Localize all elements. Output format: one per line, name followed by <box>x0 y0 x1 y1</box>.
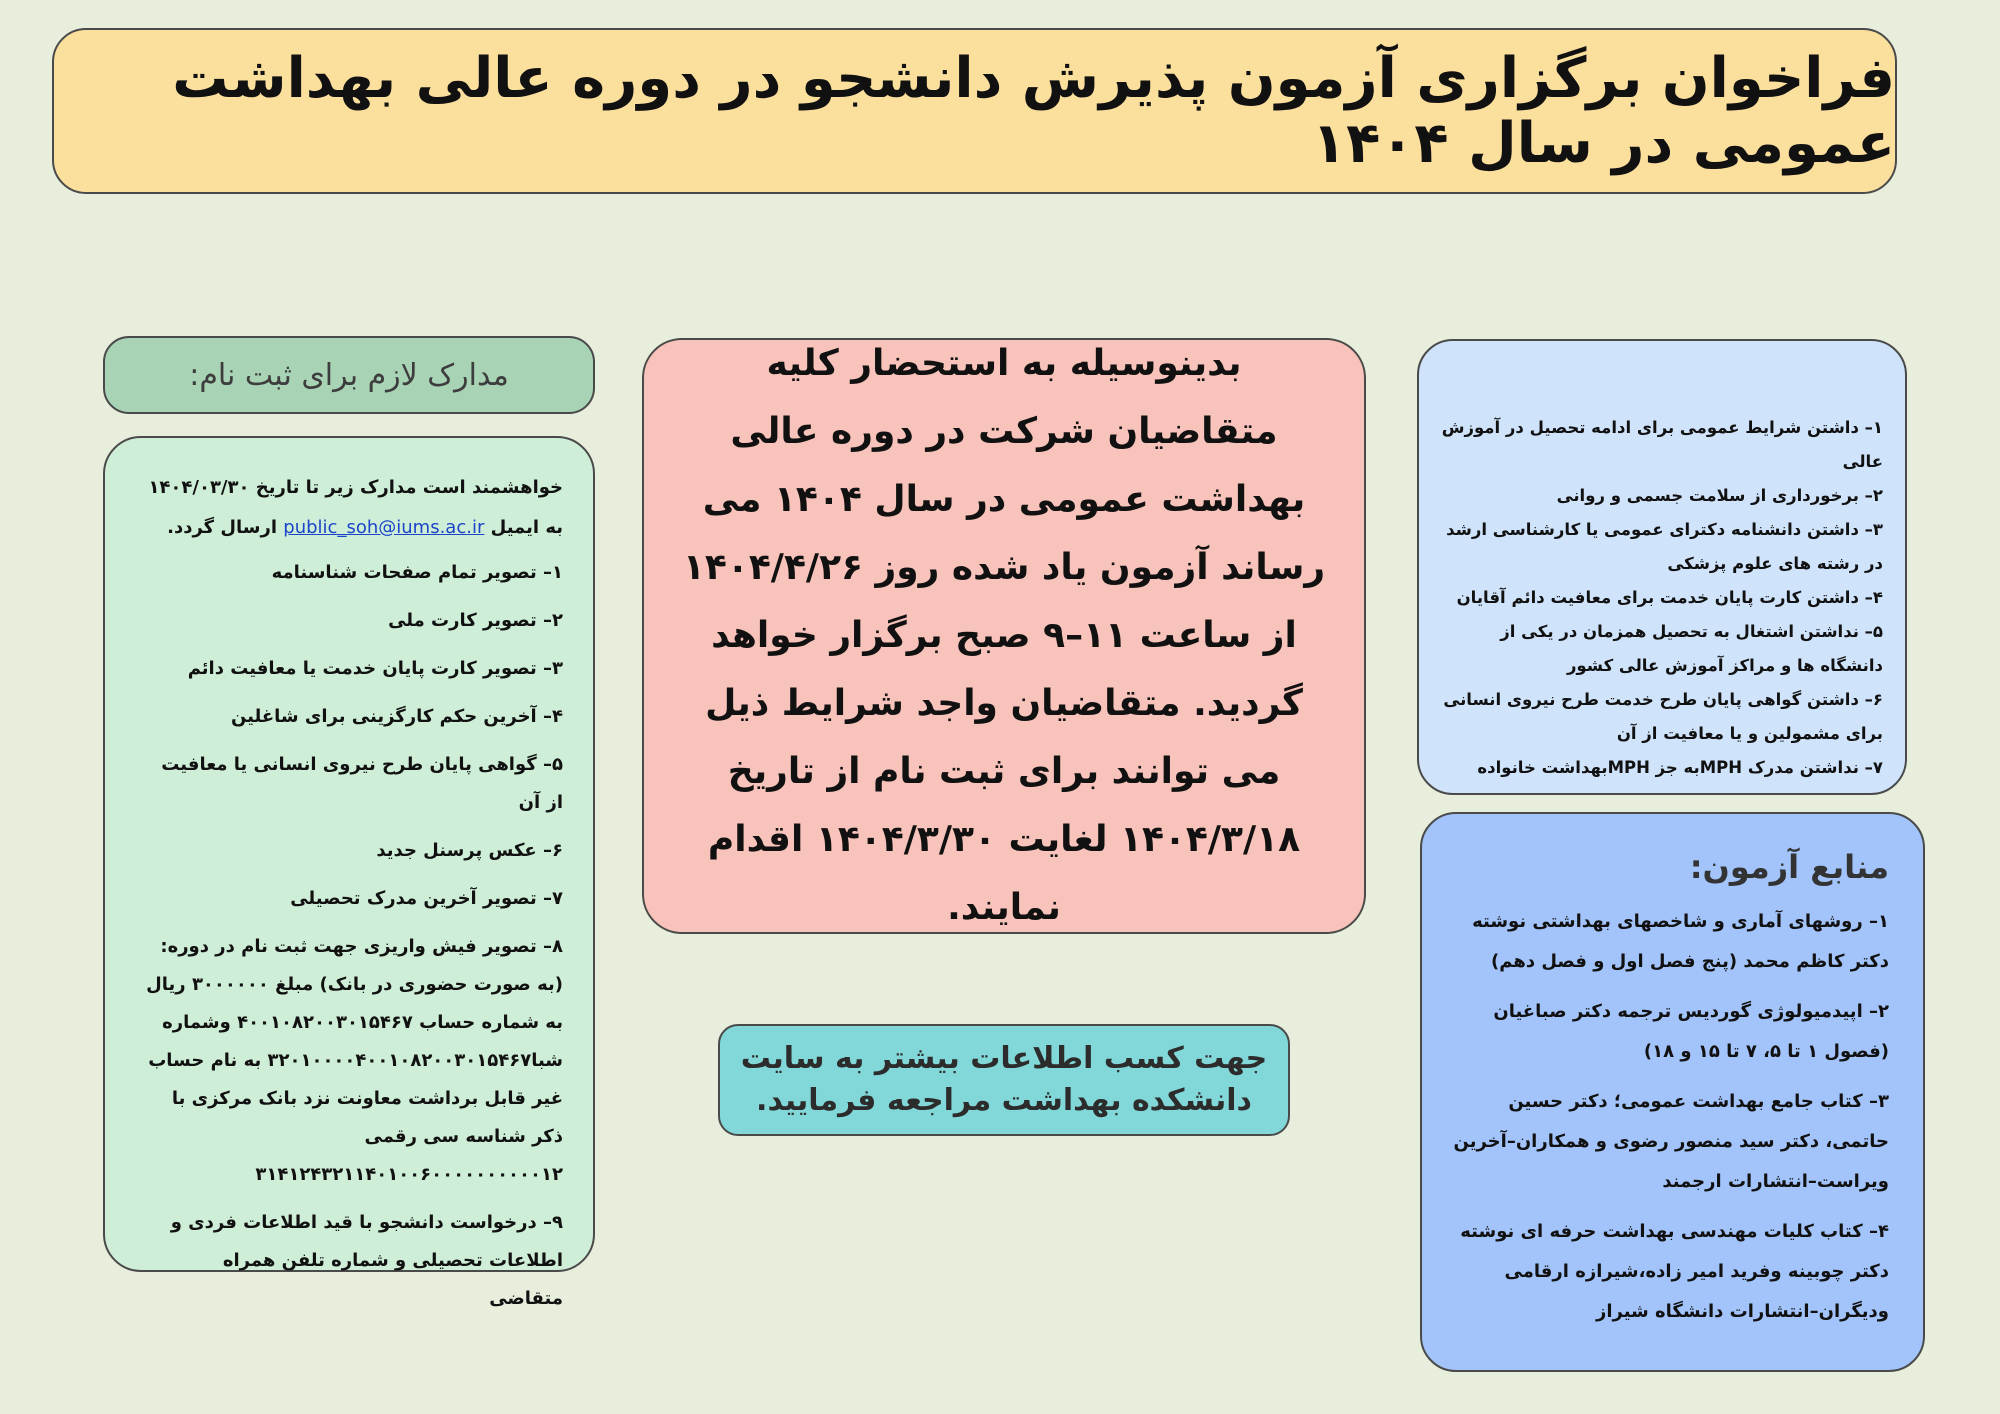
list-item: ۳– داشتن دانشنامه دکترای عمومی یا کارشناسی ارشد در رشته های علوم پزشکی <box>1446 520 1883 573</box>
title-banner <box>52 28 1897 194</box>
conditions-list <box>1439 411 1883 785</box>
sources-list <box>1442 902 1889 1332</box>
email-link[interactable]: public_soh@iums.ac.ir <box>283 517 485 538</box>
list-item: ۹– درخواست دانشجو با قید اطلاعات فردی و اطلاعات تحصیلی و شماره تلفن همراه متقاضی <box>170 1212 563 1309</box>
announcement-text: بدینوسیله به استحضار کلیه متقاضیان شرکت در دوره عالی بهداشت عمومی در سال ۱۴۰۴ می رساند آزمون یاد شده روز ۱۴۰۴/۴/۲۶ از ساعت ۱۱–۹ صبح برگزار خواهد گردید. متقاضیان واجد شرایط ذیل می توانند برای ثبت نام از تاریخ ۱۴۰۴/۳/۱۸ لغایت ۱۴۰۴/۳/۳۰ اقدام نمایند. <box>682 343 1326 928</box>
list-item: ۳– تصویر کارت پایان خدمت یا معافیت دائم <box>187 658 563 679</box>
documents-intro-text: خواهشمند است مدارک زیر تا تاریخ ۱۴۰۴/۰۳/۳۰ به ایمیل <box>148 477 563 538</box>
list-item: ۱– روشهای آماری و شاخصهای بهداشتی نوشته دکتر کاظم محمد (پنج فصل اول و فصل دهم) <box>1472 911 1889 972</box>
list-item: ۶– داشتن گواهی پایان طرح خدمت طرح نیروی انسانی برای مشمولین و یا معافیت از آن <box>1443 690 1883 743</box>
documents-intro <box>143 468 563 548</box>
announcement-box <box>642 338 1366 934</box>
documents-header-box <box>103 336 595 414</box>
list-item: ۷– تصویر آخرین مدرک تحصیلی <box>290 888 563 909</box>
conditions-box <box>1417 339 1907 795</box>
list-item: ۴– داشتن کارت پایان خدمت برای معافیت دائم آقایان <box>1456 588 1883 607</box>
more-info-box <box>718 1024 1290 1136</box>
list-item: ۴– کتاب کلیات مهندسی بهداشت حرفه ای نوشته دکتر چوبینه وفرید امیر زاده،شیرازه ارقامی ودیگران–انتشارات دانشگاه شیراز <box>1460 1221 1889 1322</box>
list-item: ۸– تصویر فیش واریزی جهت ثبت نام در دوره: (به صورت حضوری در بانک) مبلغ ۳۰۰۰۰۰۰ ریال به شماره حساب ۴۰۰۱۰۸۲۰۰۳۰۱۵۴۶۷ وشماره شبا۳۲۰۱۰۰۰۰۴۰۰۱۰۸۲۰۰۳۰۱۵۴۶۷ به نام حساب غیر قابل برداشت معاونت نزد بانک مرکزی با ذکر شناسه سی رقمی ۳۱۴۱۲۴۳۲۱۱۴۰۱۰۰۶۰۰۰۰۰۰۰۰۰۰۱۲ <box>146 936 563 1185</box>
sources-header: منابع آزمون: <box>1689 848 1889 886</box>
list-item: ۲– برخورداری از سلامت جسمی و روانی <box>1556 486 1883 505</box>
list-item: ۲– تصویر کارت ملی <box>388 610 563 631</box>
sources-box <box>1420 812 1925 1372</box>
list-item: ۴– آخرین حکم کارگزینی برای شاغلین <box>230 706 563 727</box>
list-item: ۶– عکس پرسنل جدید <box>376 840 563 861</box>
documents-header: مدارک لازم برای ثبت نام: <box>189 357 509 393</box>
list-item: ۲– اپیدمیولوژی گوردیس ترجمه دکتر صباغیان (فصول ۱ تا ۵، ۷ تا ۱۵ و ۱۸) <box>1493 1001 1889 1062</box>
list-item: ۷– نداشتن مدرک MPHبه جز MPHبهداشت خانواده <box>1477 758 1883 777</box>
documents-list <box>143 554 563 1318</box>
list-item: ۱– تصویر تمام صفحات شناسنامه <box>271 562 563 583</box>
list-item: ۵– گواهی پایان طرح نیروی انسانی یا معافیت از آن <box>161 754 563 813</box>
list-item: ۳– کتاب جامع بهداشت عمومی؛ دکتر حسین حاتمی، دکتر سید منصور رضوی و همکاران–آخرین ویراست–انتشارات ارجمند <box>1453 1091 1889 1192</box>
more-info-text: جهت کسب اطلاعات بیشتر به سایت دانشکده بهداشت مراجعه فرمایید. <box>740 1041 1268 1118</box>
documents-box <box>103 436 595 1309</box>
list-item: ۱– داشتن شرایط عمومی برای ادامه تحصیل در آموزش عالی <box>1441 418 1883 471</box>
page-title: فراخوان برگزاری آزمون پذیرش دانشجو در دوره عالی بهداشت عمومی در سال ۱۴۰۴ <box>172 46 1895 176</box>
list-item: ۵– نداشتن اشتغال به تحصیل همزمان در یکی از دانشگاه ها و مراکز آموزش عالی کشور <box>1500 622 1883 675</box>
documents-intro-tail: ارسال گردد. <box>167 517 278 538</box>
